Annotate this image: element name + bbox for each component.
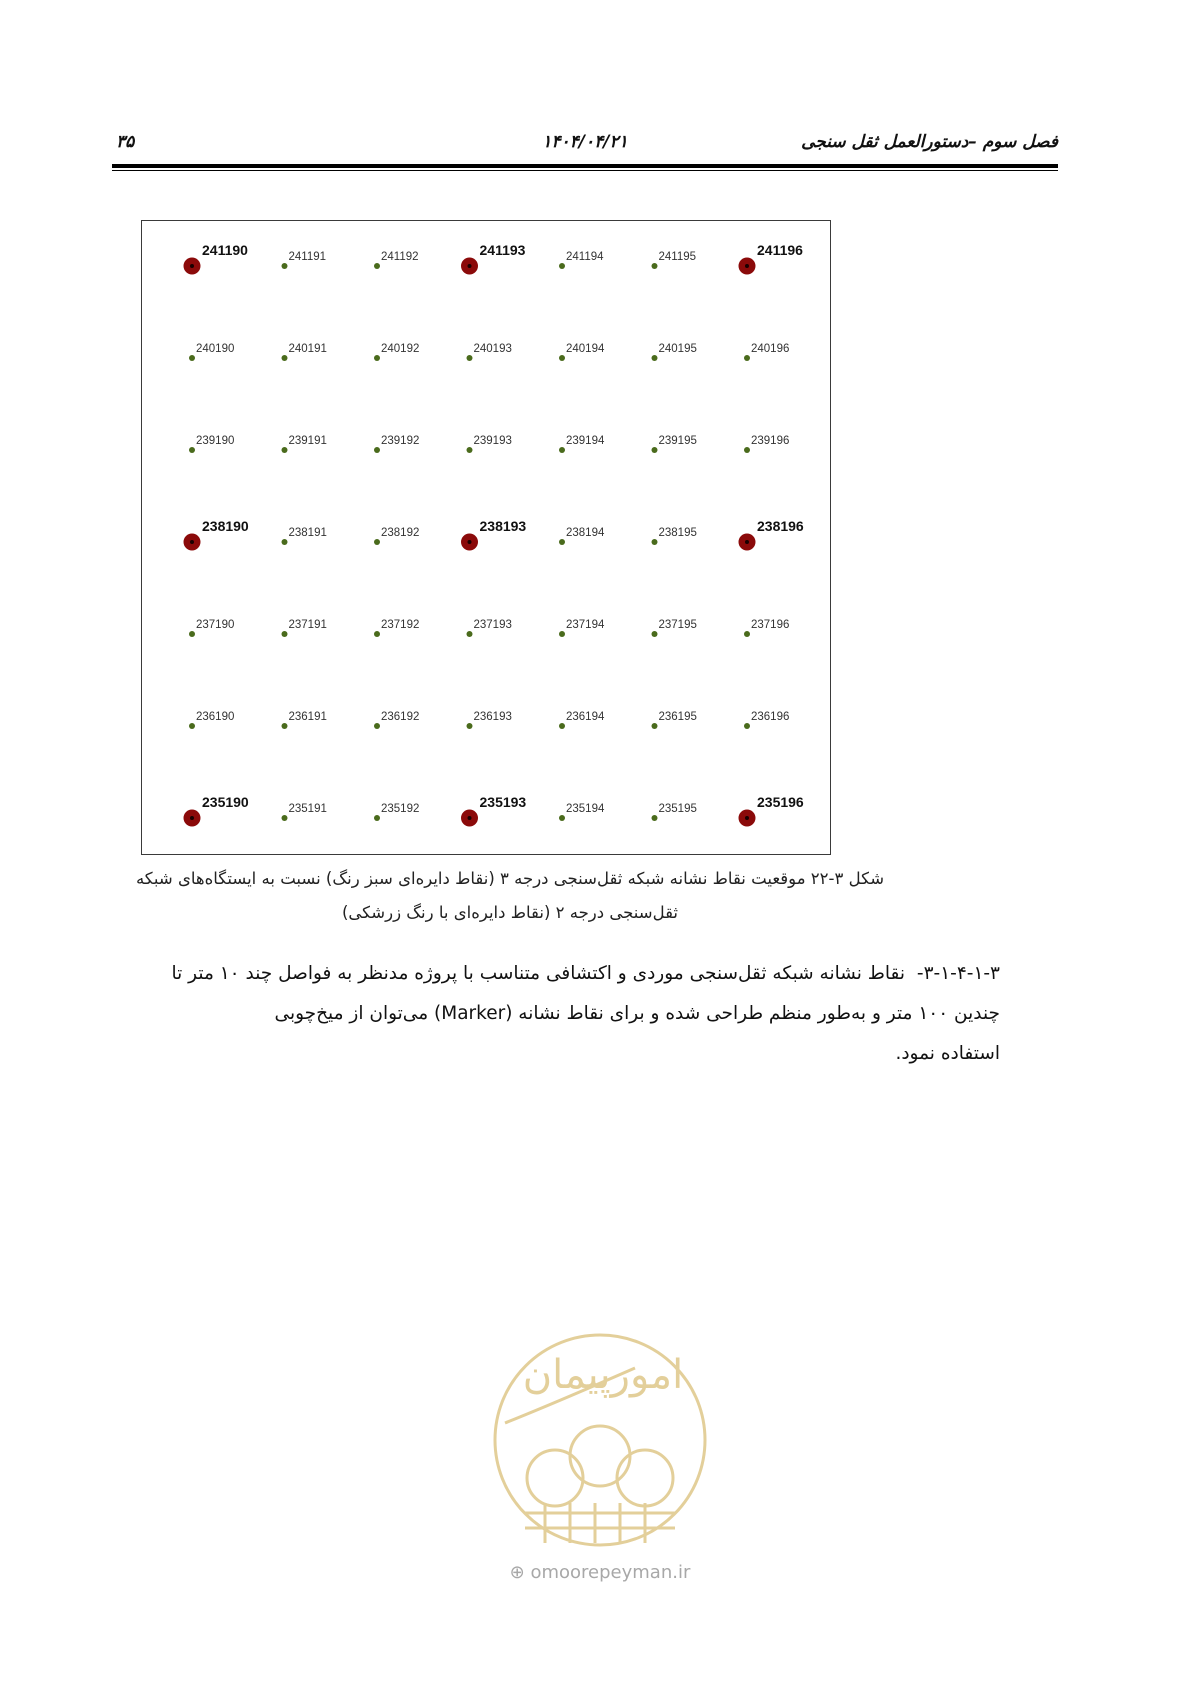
body-paragraph: [115, 954, 1000, 1074]
grade3-marker-dot: [282, 723, 288, 729]
grade3-marker-dot: [559, 631, 565, 637]
grade3-marker-dot: [374, 631, 380, 637]
station-label: 236191: [288, 711, 327, 723]
grade2-marker-center: [745, 540, 749, 544]
station-label: 240196: [751, 343, 790, 355]
grade3-marker: [282, 435, 327, 453]
station-label: 236194: [566, 711, 605, 723]
grade3-marker-dot: [652, 723, 658, 729]
grade2-station: [461, 242, 526, 275]
grade3-marker-dot: [282, 539, 288, 545]
grade3-marker-dot: [374, 447, 380, 453]
grade2-station: [184, 242, 249, 275]
grade3-marker-dot: [559, 723, 565, 729]
grade3-marker: [744, 343, 789, 361]
grade3-marker: [189, 619, 234, 637]
grade3-marker: [652, 527, 697, 545]
paragraph-line-1-text: نقاط نشانه شبکه ثقل‌سنجی موردی و اکتشافی متناسب با پروژه مدنظر به فواصل چند ۱۰ متر تا: [171, 963, 906, 984]
station-label: 241190: [202, 242, 248, 258]
station-label: 235196: [757, 794, 804, 810]
station-label: 238191: [288, 527, 327, 539]
grade3-marker-dot: [744, 355, 750, 361]
grade3-marker: [467, 619, 512, 637]
grade3-marker-dot: [374, 539, 380, 545]
grade2-station: [461, 518, 526, 551]
grade2-marker-center: [468, 816, 472, 820]
grade3-marker: [374, 803, 419, 821]
grade3-marker: [744, 435, 789, 453]
station-label: 238193: [479, 518, 527, 534]
chapter-title: فصل سوم –دستورالعمل ثقل سنجی: [801, 132, 1058, 152]
header-rule-thin: [112, 170, 1058, 171]
grade2-station: [739, 242, 804, 275]
grade3-marker-dot: [559, 815, 565, 821]
station-label: 239190: [196, 435, 235, 447]
grade3-marker: [467, 711, 512, 729]
grade3-marker-dot: [374, 355, 380, 361]
grade3-marker: [374, 343, 419, 361]
grade3-marker: [559, 527, 605, 545]
grade2-marker-center: [190, 264, 194, 268]
grade3-marker-dot: [374, 815, 380, 821]
station-label: 237195: [658, 619, 697, 631]
watermark-site-text: omoorepeyman.ir: [530, 1562, 691, 1583]
grade3-marker-dot: [652, 815, 658, 821]
grade3-marker-dot: [189, 355, 195, 361]
grade3-marker: [374, 251, 419, 269]
station-label: 240193: [473, 343, 512, 355]
station-label: 241194: [566, 251, 604, 263]
station-label: 240190: [196, 343, 235, 355]
grade3-marker: [467, 343, 512, 361]
grade3-marker-dot: [374, 263, 380, 269]
grade3-marker-dot: [467, 723, 473, 729]
grade3-marker: [744, 619, 789, 637]
station-label: 237190: [196, 619, 235, 631]
paragraph-number: ۳-۱-۴-۱-۳-: [916, 963, 1000, 984]
station-label: 241196: [757, 242, 803, 258]
grade2-station: [184, 794, 249, 827]
caption-line-1: شکل ۳-۲۲ موقعیت نقاط نشانه شبکه ثقل‌سنجی درجه ۳ (نقاط دایره‌ای سبز رنگ) نسبت به ایستگاه‌های شبکه: [135, 869, 885, 888]
grade3-marker: [652, 711, 697, 729]
station-label: 238194: [566, 527, 605, 539]
grade3-marker-dot: [374, 723, 380, 729]
grade3-marker: [559, 619, 605, 637]
grade3-marker-dot: [282, 631, 288, 637]
station-label: 237193: [473, 619, 512, 631]
grade3-marker: [282, 527, 327, 545]
grade3-marker: [559, 435, 605, 453]
grade2-station: [461, 794, 526, 827]
grade2-station: [184, 518, 249, 551]
grade3-marker-dot: [652, 263, 658, 269]
station-label: 236193: [473, 711, 512, 723]
grade3-marker-dot: [559, 355, 565, 361]
watermark-emblem: [485, 1328, 715, 1558]
grade3-marker-dot: [282, 815, 288, 821]
station-label: 236196: [751, 711, 790, 723]
grade3-marker-dot: [282, 355, 288, 361]
station-label: 235192: [381, 803, 420, 815]
grade3-marker: [652, 251, 697, 269]
grade3-marker: [559, 803, 605, 821]
station-label: 235193: [479, 794, 527, 810]
grade3-marker: [282, 251, 327, 269]
station-grid-figure: [141, 220, 831, 855]
grade3-marker: [374, 711, 419, 729]
grade2-marker-center: [468, 264, 472, 268]
grade3-marker: [282, 343, 327, 361]
grade3-marker-dot: [189, 447, 195, 453]
globe-icon: ⊕: [509, 1562, 525, 1583]
grade3-marker: [189, 343, 234, 361]
grade3-marker: [189, 435, 234, 453]
grade3-marker-dot: [189, 723, 195, 729]
grade3-marker-dot: [189, 631, 195, 637]
grade3-marker: [652, 435, 697, 453]
station-label: 239195: [658, 435, 697, 447]
grade2-marker-center: [468, 540, 472, 544]
station-label: 241191: [288, 251, 327, 263]
grade3-marker-dot: [282, 447, 288, 453]
page-number: ۳۵: [116, 132, 135, 152]
watermark-site: [485, 1562, 715, 1583]
grade3-marker: [282, 803, 327, 821]
grade3-marker: [652, 619, 697, 637]
grade3-marker-dot: [652, 539, 658, 545]
grade3-marker: [467, 435, 512, 453]
station-grid-svg: [142, 221, 832, 856]
station-label: 238195: [658, 527, 697, 539]
grade3-marker-dot: [652, 447, 658, 453]
grade3-marker-dot: [559, 263, 565, 269]
grade3-marker-dot: [744, 447, 750, 453]
station-label: 240191: [288, 343, 327, 355]
station-label: 241193: [479, 242, 526, 258]
grade3-marker-dot: [744, 631, 750, 637]
paragraph-line-2: چندین ۱۰۰ متر و به‌طور منظم طراحی شده و برای نقاط نشانه (Marker) می‌توان از میخ‌چوبی: [274, 1003, 1000, 1024]
grade3-marker: [652, 343, 697, 361]
station-label: 239192: [381, 435, 420, 447]
grade3-marker-dot: [467, 355, 473, 361]
station-label: 235191: [288, 803, 327, 815]
grade3-marker: [559, 251, 604, 269]
station-label: 236192: [381, 711, 420, 723]
station-label: 238192: [381, 527, 420, 539]
grade2-marker-center: [190, 816, 194, 820]
grade3-marker-dot: [467, 631, 473, 637]
grade3-marker: [374, 619, 419, 637]
grade3-marker-dot: [744, 723, 750, 729]
station-label: 236190: [196, 711, 235, 723]
page-header: [112, 126, 1058, 170]
grade2-station: [739, 518, 804, 551]
grade2-marker-center: [190, 540, 194, 544]
station-label: 235190: [202, 794, 249, 810]
station-label: 240194: [566, 343, 605, 355]
header-rule-thick: [112, 164, 1058, 168]
grade3-marker-dot: [282, 263, 288, 269]
grade3-marker: [744, 711, 789, 729]
station-label: 241192: [381, 251, 419, 263]
watermark-logo: [485, 1328, 715, 1598]
station-label: 237194: [566, 619, 605, 631]
paragraph-line-3: استفاده نمود.: [895, 1043, 1000, 1064]
grade3-marker: [282, 711, 327, 729]
grade3-marker: [374, 435, 419, 453]
station-label: 239193: [473, 435, 512, 447]
header-date: ۱۴۰۴/۰۴/۲۱: [542, 132, 628, 152]
grade3-marker: [652, 803, 697, 821]
grade3-marker: [559, 711, 605, 729]
station-label: 237192: [381, 619, 420, 631]
watermark-logo-text: امورپیمان: [522, 1352, 684, 1398]
grade3-marker: [189, 711, 234, 729]
station-label: 236195: [658, 711, 697, 723]
caption-line-2: ثقل‌سنجی درجه ۲ (نقاط دایره‌ای با رنگ زرشکی): [341, 903, 679, 922]
grade3-marker-dot: [559, 539, 565, 545]
grade2-marker-center: [745, 816, 749, 820]
station-label: 238196: [757, 518, 804, 534]
grade3-marker: [374, 527, 419, 545]
figure-caption: [130, 862, 890, 930]
station-label: 237191: [288, 619, 327, 631]
station-label: 241195: [658, 251, 697, 263]
station-label: 240195: [658, 343, 697, 355]
grade3-marker-dot: [652, 631, 658, 637]
station-label: 239191: [288, 435, 327, 447]
station-label: 235195: [658, 803, 697, 815]
station-label: 235194: [566, 803, 605, 815]
paragraph-line-1: [115, 954, 1000, 994]
grade3-marker-dot: [559, 447, 565, 453]
grade3-marker: [559, 343, 605, 361]
station-label: 239194: [566, 435, 605, 447]
station-label: 239196: [751, 435, 790, 447]
station-label: 238190: [202, 518, 249, 534]
station-label: 237196: [751, 619, 790, 631]
grade3-marker: [282, 619, 327, 637]
grade2-station: [739, 794, 804, 827]
station-label: 240192: [381, 343, 420, 355]
grade2-marker-center: [745, 264, 749, 268]
grade3-marker-dot: [652, 355, 658, 361]
grade3-marker-dot: [467, 447, 473, 453]
